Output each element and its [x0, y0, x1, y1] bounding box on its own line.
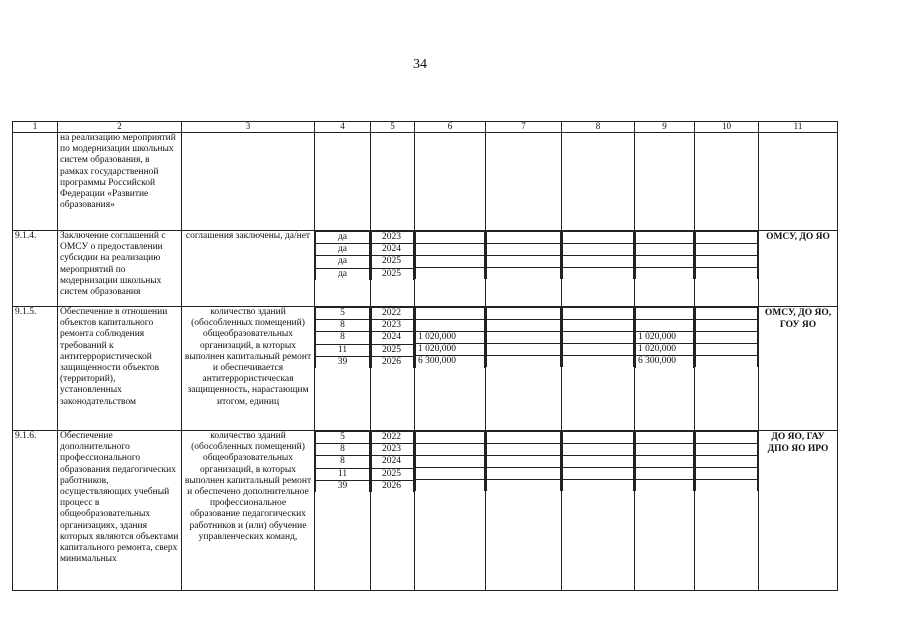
value-cell: 39: [316, 480, 370, 492]
amount-cell: [636, 320, 694, 332]
row-name: Обеспечение в отношении объектов капитального ремонта соблюдения требований к антитеррористической защищенности объектов (территорий), установленных законодательством: [58, 307, 182, 431]
amount-cell: 1 020,000: [636, 344, 694, 356]
value-cell: да: [316, 232, 370, 244]
table-row-9-1-5: [13, 307, 838, 431]
col-header-2: 2: [58, 122, 182, 133]
value-cell: 8: [316, 444, 370, 456]
amount-cell: 6 300,000: [416, 356, 485, 368]
col-header-6: 6: [415, 122, 486, 133]
amount-cell: 1 020,000: [636, 332, 694, 344]
year-cell: 2024: [372, 244, 414, 256]
amount-cell: 1 020,000: [416, 332, 485, 344]
row-indicator: количество зданий (обособленных помещений) общеобразовательных организаций, в которых выполнен капитальный ремонт и обеспечивается антитеррористическая защищенность, нарастающим итогом, единиц: [182, 307, 315, 431]
value-cell: 5: [316, 308, 370, 320]
year-cell: 2025: [372, 468, 414, 480]
table-row-9-1-4: [13, 231, 838, 307]
year-cell: 2024: [372, 332, 414, 344]
col-header-11: 11: [759, 122, 838, 133]
amount-cell: [416, 320, 485, 332]
value-cell: 5: [316, 432, 370, 444]
header-row: [13, 122, 838, 133]
amount-cell: 6 300,000: [636, 356, 694, 368]
executor-cell: ДО ЯО, ГАУ ДПО ЯО ИРО: [759, 431, 838, 591]
table-row-continuation: [13, 133, 838, 231]
year-cell: 2022: [372, 308, 414, 320]
executor-cell: ОМСУ, ДО ЯО: [759, 231, 838, 307]
year-cell: 2026: [372, 356, 414, 368]
value-cell: 11: [316, 344, 370, 356]
row-number: 9.1.6.: [13, 431, 58, 591]
amount-cell: [636, 308, 694, 320]
year-cell: 2023: [372, 232, 414, 244]
row-indicator: количество зданий (обособленных помещений) общеобразовательных организаций, в которых выполнен капитальный ремонт и обеспечено дополнительное профессиональное образование педагогических работников и (или) обучение управленческих команд,: [182, 431, 315, 591]
row-indicator: соглашения заключены, да/нет: [182, 231, 315, 307]
col-header-7: 7: [486, 122, 562, 133]
value-cell: да: [316, 256, 370, 268]
col-header-3: 3: [182, 122, 315, 133]
year-cell: 2025: [372, 256, 414, 268]
program-table: [12, 121, 838, 591]
amount-cell: [416, 308, 485, 320]
year-cell: 2024: [372, 456, 414, 468]
value-cell: 11: [316, 468, 370, 480]
value-cell: да: [316, 244, 370, 256]
year-cell: 2026: [372, 480, 414, 492]
col-header-10: 10: [695, 122, 759, 133]
value-cell: 8: [316, 332, 370, 344]
col-header-9: 9: [635, 122, 695, 133]
year-cell: 2022: [372, 432, 414, 444]
page-number: 34: [413, 57, 427, 72]
value-cell: 39: [316, 356, 370, 368]
value-cell: 8: [316, 320, 370, 332]
col-header-5: 5: [371, 122, 415, 133]
col-header-1: 1: [13, 122, 58, 133]
year-cell: 2023: [372, 320, 414, 332]
value-cell: 8: [316, 456, 370, 468]
amount-cell: 1 020,000: [416, 344, 485, 356]
value-cell: да: [316, 268, 370, 280]
col-header-4: 4: [315, 122, 371, 133]
year-cell: 2025: [372, 268, 414, 280]
row-name: Обеспечение дополнительного профессионального образования педагогических работников, осуществляющих учебный процесс в общеобразовательных организациях, здания которых являются объектами капитального ремонта, сверх минимальных: [58, 431, 182, 591]
cont-name: на реализацию мероприятий по модернизации школьных систем образования, в рамках государственной программы Российской Федерации «Развитие образования»: [58, 133, 182, 231]
executor-cell: ОМСУ, ДО ЯО, ГОУ ЯО: [759, 307, 838, 431]
col-header-8: 8: [562, 122, 635, 133]
year-cell: 2023: [372, 444, 414, 456]
row-number: 9.1.4.: [13, 231, 58, 307]
year-cell: 2025: [372, 344, 414, 356]
row-number: 9.1.5.: [13, 307, 58, 431]
table-row-9-1-6: [13, 431, 838, 591]
row-name: Заключение соглашений с ОМСУ о предоставлении субсидии на реализацию мероприятий по модернизации школьных систем образования: [58, 231, 182, 307]
